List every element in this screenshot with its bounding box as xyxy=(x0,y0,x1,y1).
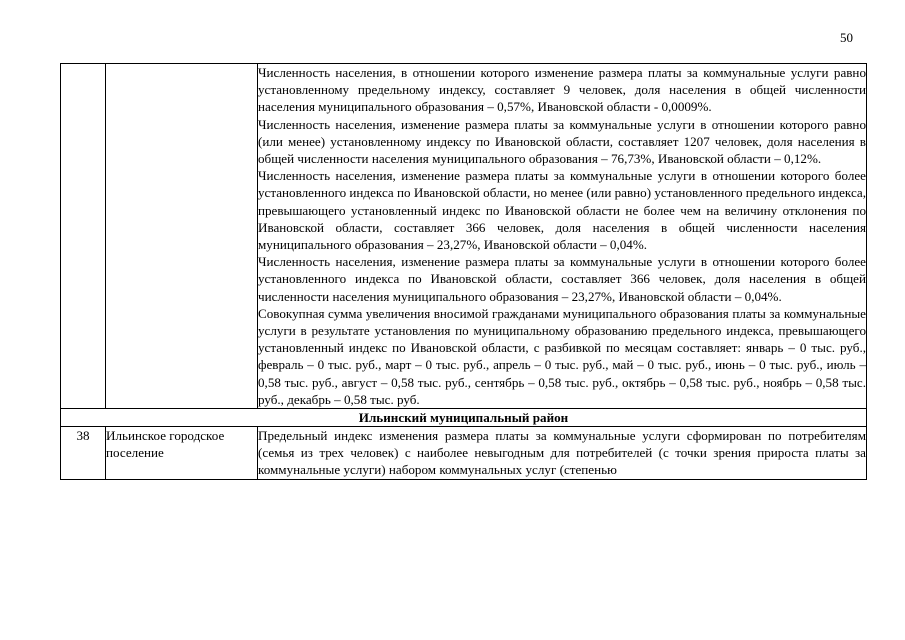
table-row xyxy=(61,64,867,409)
table-row xyxy=(61,409,867,427)
paragraph-population-between-index: Численность населения, изменение размера платы за коммунальные услуги в отношении которого более установленного индекса по Ивановской области, но менее (или равно) установленного предельного индекса, превышающего установленный индекс по Ивановской области не более чем на величину отклонения по Ивановской области, составляет 366 человек, доля населения в общей численности населения муниципального образования – 23,27%, Ивановской области – 0,04%. xyxy=(258,168,866,253)
paragraph-population-below-index: Численность населения, изменение размера платы за коммунальные услуги в отношении которого равно (или менее) установленному индексу по Ивановской области, составляет 1207 человек, доля населения в общей численности населения муниципального образования – 76,73%, Ивановской области – 0,12%. xyxy=(258,116,866,167)
municipal-index-table xyxy=(60,63,867,480)
paragraph-index-formation: Предельный индекс изменения размера платы за коммунальные услуги сформирован по потребителям (семья из трех человек) с наиболее невыгодным для потребителей (с точки зрения прироста платы за коммунальные услуги) набором коммунальных услуг (степенью xyxy=(258,428,866,478)
row-number: 38 xyxy=(61,427,106,480)
table-row xyxy=(61,427,867,480)
row-number-cell xyxy=(61,64,106,409)
municipality-name: Ильинское городское поселение xyxy=(106,427,258,480)
paragraph-monthly-sum: Совокупная сумма увеличения вносимой гражданами муниципального образования платы за коммунальные услуги в результате установления по муниципальному образованию предельного индекса, превышающего установленный индекс по Ивановской области, с разбивкой по месяцам составляет: январь – 0 тыс. руб., февраль – 0 тыс. руб., март – 0 тыс. руб., апрель – 0 тыс. руб., май – 0 тыс. руб., июнь – 0 тыс. руб., июль – 0,58 тыс. руб., август – 0,58 тыс. руб., сентябрь – 0,58 тыс. руб., октябрь – 0,58 тыс. руб., ноябрь – 0,58 тыс. руб., декабрь – 0,58 тыс. руб. xyxy=(258,305,866,407)
paragraph-population-above-index: Численность населения, изменение размера платы за коммунальные услуги в отношении которого более установленного индекса по Ивановской области, составляет 366 человек, доля населения в общей численности населения муниципального образования – 23,27%, Ивановской области – 0,04%. xyxy=(258,254,866,304)
municipality-name-cell xyxy=(106,64,258,409)
description-cell xyxy=(258,427,867,480)
paragraph-population-equal-limit: Численность населения, в отношении которого изменение размера платы за коммунальные услуги равно установленному предельному индексу, составляет 9 человек, доля населения в общей численности населения муниципального образования – 0,57%, Ивановской области - 0,0009%. xyxy=(258,65,866,115)
page-number: 50 xyxy=(840,30,853,45)
region-header: Ильинский муниципальный район xyxy=(61,409,867,427)
description-cell xyxy=(258,64,867,409)
